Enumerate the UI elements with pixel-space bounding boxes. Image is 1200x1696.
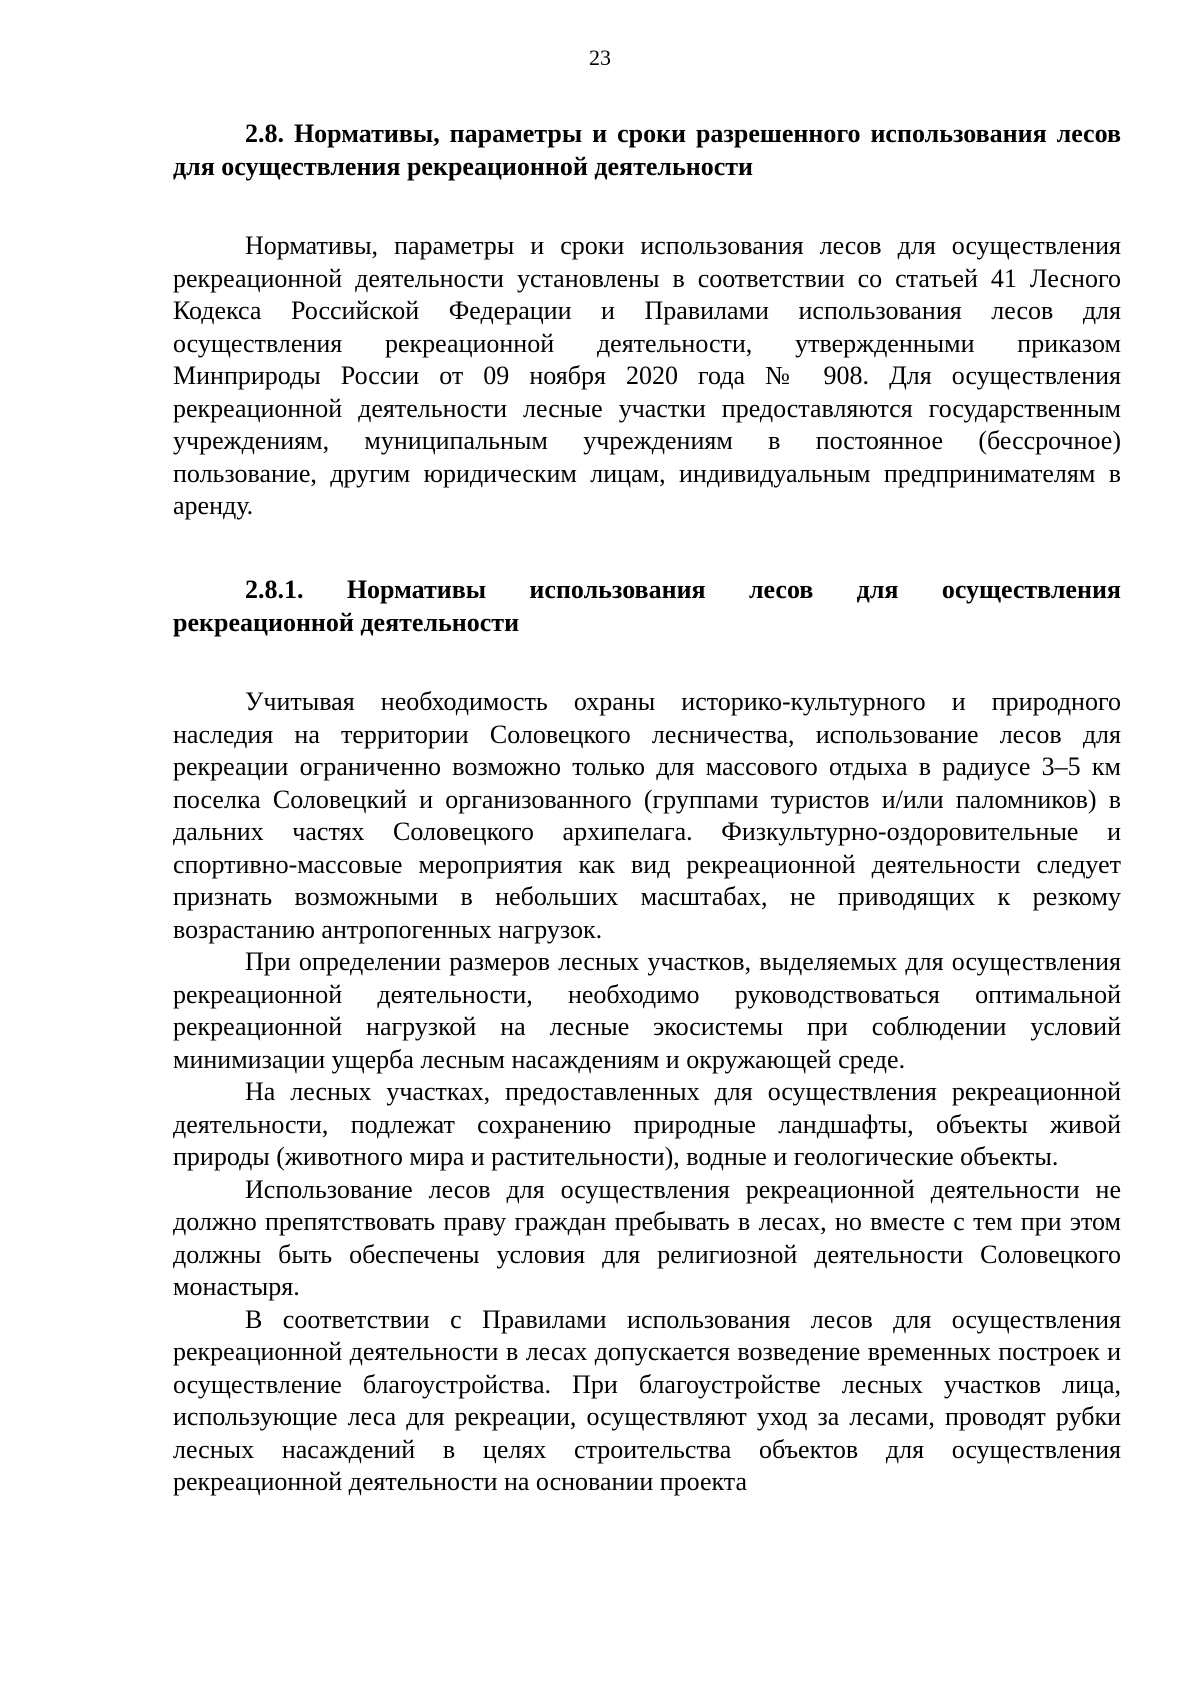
paragraph: На лесных участках, предоставленных для осуществления рекреационной деятельности, подлежат сохранению природные ландшафты, объекты живой природы (животного мира и растительности), водные и геологические объекты. <box>173 1077 1121 1171</box>
paragraph: Учитывая необходимость охраны историко-культурного и природного наследия на территории Соловецкого лесничества, использование лесов для рекреации ограниченно возможно только для массового отдыха в радиусе 3–5 км поселка Соловецкий и организованного (группами туристов и/или паломников) в дальних частях Соловецкого архипелага. Физкультурно-оздоровительные и спортивно-массовые мероприятия как вид рекреационной деятельности следует признать возможными в небольших масштабах, не приводящих к резкому возрастанию антропогенных нагрузок. <box>173 687 1121 944</box>
page-number: 23 <box>589 45 611 70</box>
section-2-8-body <box>173 230 1121 523</box>
paragraph: Нормативы, параметры и сроки использования лесов для осуществления рекреационной деятельности установлены в соответствии со статьей 41 Лесного Кодекса Российской Федерации и Правилами использования лесов для осуществления рекреационной деятельности, утвержденными приказом Минприроды России от 09 ноября 2020 года № 908. Для осуществления рекреационной деятельности лесные участки предоставляются государственным учреждениям, муниципальным учреждениям в постоянное (бессрочное) пользование, другим юридическим лицам, индивидуальным предпринимателям в аренду. <box>173 231 1121 520</box>
paragraph: Использование лесов для осуществления рекреационной деятельности не должно препятствовать праву граждан пребывать в лесах, но вместе с тем при этом должны быть обеспечены условия для религиозной деятельности Соловецкого монастыря. <box>173 1174 1121 1301</box>
section-heading-2-8: 2.8. Нормативы, параметры и сроки разрешенного использования лесов для осуществления рекреационной деятельности <box>173 119 1121 181</box>
paragraph: В соответствии с Правилами использования лесов для осуществления рекреационной деятельности в лесах допускается возведение временных построек и осуществление благоустройства. При благоустройстве лесных участков лица, использующие леса для рекреации, осуществляют уход за лесами, проводят рубки лесных насаждений в целях строительства объектов для осуществления рекреационной деятельности на основании проекта <box>173 1304 1121 1496</box>
section-heading-2-8-1: 2.8.1. Нормативы использования лесов для осуществления рекреационной деятельности <box>173 575 1121 637</box>
paragraph: При определении размеров лесных участков, выделяемых для осуществления рекреационной деятельности, необходимо руководствоваться оптимальной рекреационной нагрузкой на лесные экосистемы при соблюдении условий минимизации ущерба лесным насаждениям и окружающей среде. <box>173 947 1121 1074</box>
section-2-8-1-body <box>173 686 1121 1499</box>
